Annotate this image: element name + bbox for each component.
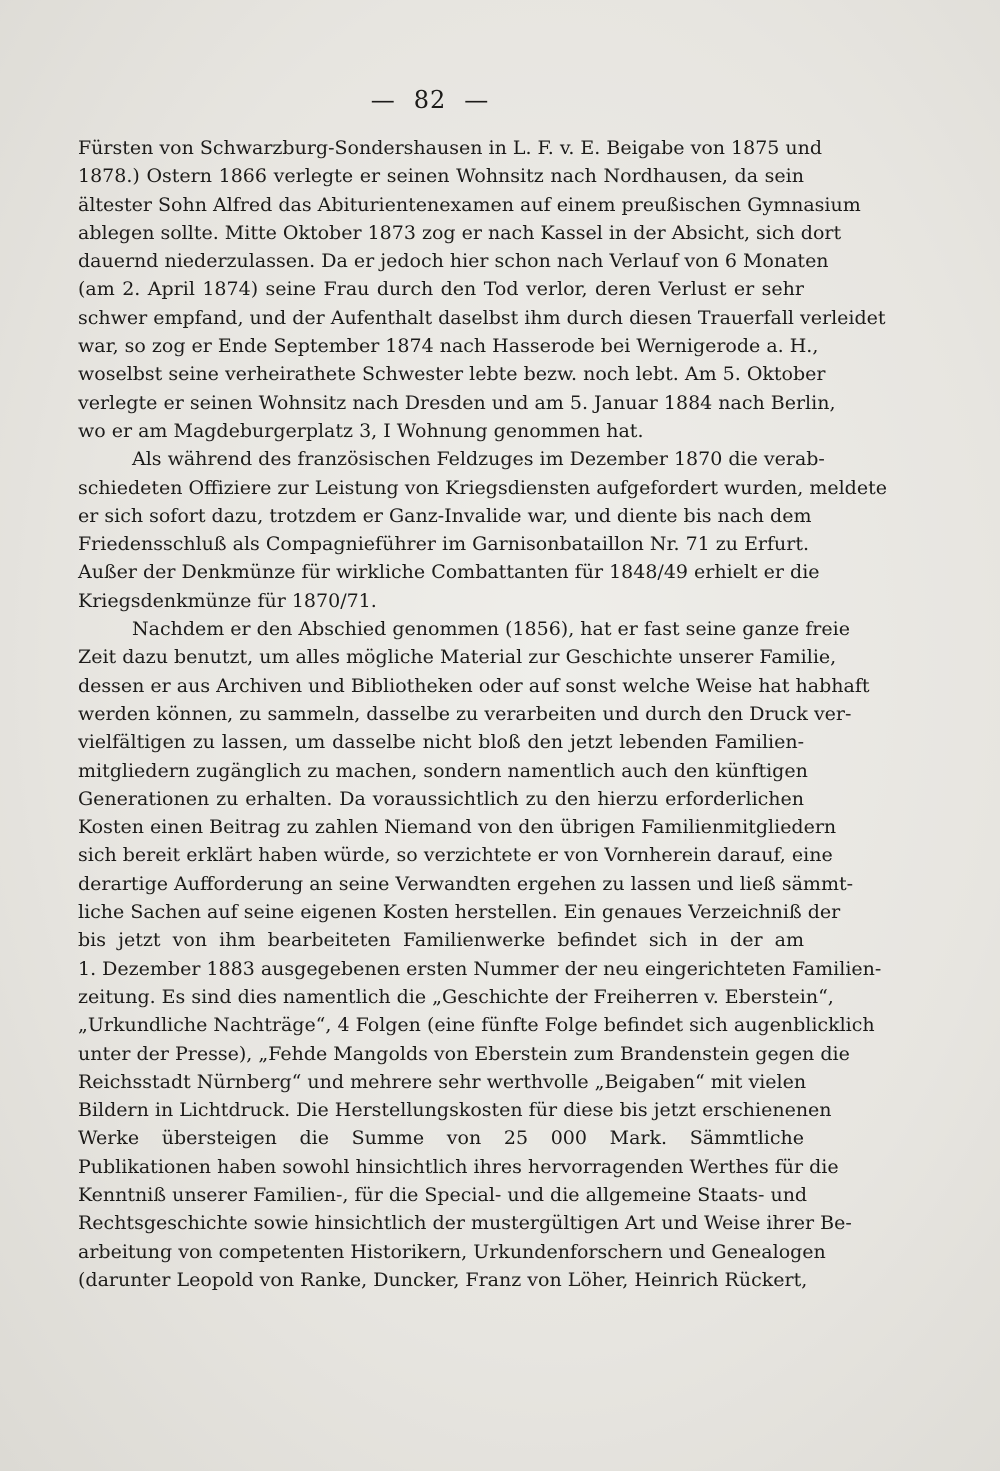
text-line: derartige Aufforderung an seine Verwandten ergehen zu lassen und ließ sämmt-: [78, 872, 854, 895]
text-line: Bildern in Lichtdruck. Die Herstellungskosten für diese bis jetzt erschienenen: [78, 1099, 832, 1122]
text-line: zeitung. Es sind dies namentlich die „Geschichte der Freiherren v. Eberstein“,: [78, 985, 834, 1008]
text-line: Generationen zu erhalten. Da voraussichtlich zu den hierzu erforderlichen: [78, 787, 804, 810]
text-line: Nachdem er den Abschied genommen (1856), hat er fast seine ganze freie: [132, 618, 850, 641]
text-line: war, so zog er Ende September 1874 nach Hasserode bei Wernigerode a. H.,: [78, 335, 819, 358]
text-line: arbeitung von competenten Historikern, Urkundenforschern und Genealogen: [78, 1240, 826, 1263]
text-line: verlegte er seinen Wohnsitz nach Dresden und am 5. Januar 1884 nach Berlin,: [78, 391, 836, 414]
text-line: ältester Sohn Alfred das Abiturientenexamen auf einem preußischen Gymnasium: [78, 193, 861, 216]
text-line: vielfältigen zu lassen, um dasselbe nicht bloß den jetzt lebenden Familien-: [78, 731, 804, 754]
text-line: ablegen sollte. Mitte Oktober 1873 zog er nach Kassel in der Absicht, sich dort: [78, 221, 842, 244]
text-line: Fürsten von Schwarzburg-Sondershausen in L. F. v. E. Beigabe von 1875 und: [78, 137, 823, 159]
text-line: schwer empfand, und der Aufenthalt daselbst ihm durch diesen Trauerfall verleidet: [78, 306, 886, 329]
text-line: 1878.) Ostern 1866 verlegte er seinen Wohnsitz nach Nordhausen, da sein: [78, 165, 804, 188]
text-line: Zeit dazu benutzt, um alles mögliche Material zur Geschichte unserer Familie,: [78, 646, 837, 669]
text-line: Rechtsgeschichte sowie hinsichtlich der mustergültigen Art und Weise ihrer Be-: [78, 1212, 852, 1235]
text-line: (am 2. April 1874) seine Frau durch den Tod verlor, deren Verlust er sehr: [78, 278, 804, 301]
text-line: Kenntniß unserer Familien-, für die Special- und die allgemeine Staats- und: [78, 1183, 808, 1206]
body-text: [78, 134, 887, 1294]
text-line: Friedensschluß als Compagnieführer im Garnisonbataillon Nr. 71 zu Erfurt.: [78, 533, 810, 556]
text-line: Als während des französischen Feldzuges im Dezember 1870 die verab-: [132, 448, 825, 471]
text-line: woselbst seine verheirathete Schwester lebte bezw. noch lebt. Am 5. Oktober: [78, 363, 826, 386]
text-line: er sich sofort dazu, trotzdem er Ganz-Invalide war, und diente bis nach dem: [78, 504, 812, 527]
text-line: Reichsstadt Nürnberg“ und mehrere sehr werthvolle „Beigaben“ mit vielen: [78, 1070, 807, 1093]
text-line: sich bereit erklärt haben würde, so verzichtete er von Vornherein darauf, eine: [78, 844, 833, 867]
text-line: wo er am Magdeburgerplatz 3, I Wohnung genommen hat.: [78, 419, 644, 442]
text-line: dessen er aus Archiven und Bibliotheken oder auf sonst welche Weise hat habhaft: [78, 674, 870, 697]
page-number-header: [0, 86, 860, 114]
text-line: bis jetzt von ihm bearbeiteten Familienwerke befindet sich in der am: [78, 929, 804, 952]
text-line: Werke übersteigen die Summe von 25 000 Mark. Sämmtliche: [78, 1127, 804, 1150]
text-line: „Urkundliche Nachträge“, 4 Folgen (eine fünfte Folge befindet sich augenblicklich: [78, 1014, 875, 1037]
text-line: Kosten einen Beitrag zu zahlen Niemand von den übrigen Familienmitgliedern: [78, 816, 837, 839]
page-number: 82: [413, 86, 447, 114]
text-line: Publikationen haben sowohl hinsichtlich ihres hervorragenden Werthes für die: [78, 1155, 839, 1178]
text-line: liche Sachen auf seine eigenen Kosten herstellen. Ein genaues Verzeichniß der: [78, 901, 841, 924]
text-line: Kriegsdenkmünze für 1870/71.: [78, 589, 377, 612]
text-line: Außer der Denkmünze für wirkliche Combattanten für 1848/49 erhielt er die: [78, 561, 820, 584]
text-line: werden können, zu sammeln, dasselbe zu verarbeiten und durch den Druck ver-: [78, 702, 852, 725]
text-line: unter der Presse), „Fehde Mangolds von Eberstein zum Brandenstein gegen die: [78, 1042, 850, 1065]
page-number-dash-right: —: [464, 86, 490, 114]
text-line: (darunter Leopold von Ranke, Duncker, Franz von Löher, Heinrich Rückert,: [78, 1268, 808, 1291]
text-line: dauernd niederzulassen. Da er jedoch hier schon nach Verlauf von 6 Monaten: [78, 250, 829, 273]
text-line: 1. Dezember 1883 ausgegebenen ersten Nummer der neu eingerichteten Familien-: [78, 957, 882, 980]
text-line: mitgliedern zugänglich zu machen, sondern namentlich auch den künftigen: [78, 759, 808, 782]
page-number-dash-left: —: [370, 86, 396, 114]
text-line: schiedeten Offiziere zur Leistung von Kriegsdiensten aufgefordert wurden, meldete: [78, 476, 887, 499]
